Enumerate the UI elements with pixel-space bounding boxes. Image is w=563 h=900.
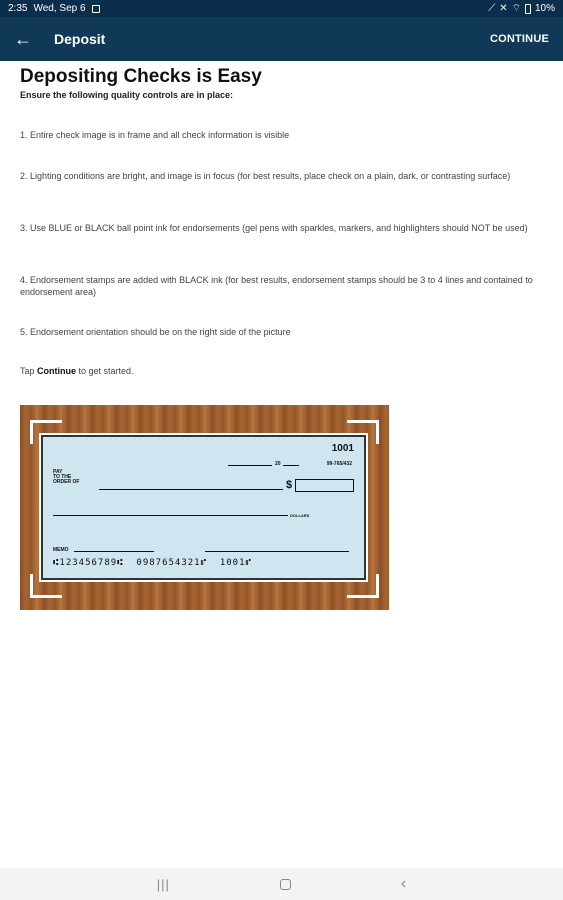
- battery-icon: [525, 4, 531, 14]
- wifi-icon: ⌔: [511, 3, 521, 14]
- tap-suffix: to get started.: [76, 366, 134, 376]
- dollars-label: DOLLARS: [290, 513, 310, 518]
- continue-button[interactable]: CONTINUE: [489, 33, 549, 45]
- check-illustration: [20, 405, 389, 610]
- check-routing-fraction: 99-765/432: [326, 461, 352, 467]
- home-icon[interactable]: [280, 879, 291, 890]
- check-number: 1001: [331, 443, 354, 454]
- instruction-item: 4. Endorsement stamps are added with BLACK ink (for best results, endorsement stamps should be 3 to 4 lines and contained to endorsement area): [20, 275, 533, 297]
- dollars-line: [53, 515, 288, 516]
- status-bar: [0, 0, 563, 17]
- tap-continue-text: [20, 366, 134, 376]
- date-label: 20: [275, 461, 281, 467]
- signature-line: [205, 551, 349, 552]
- wifi-off-icon: ⟋: [488, 3, 496, 14]
- amount-box: [295, 479, 354, 492]
- page-title: Deposit: [54, 31, 106, 47]
- pay-label-line-1: PAY: [53, 469, 63, 475]
- instruction-item: 3. Use BLUE or BLACK ball point ink for endorsements (gel pens with sparkles, markers, and highlighters should NOT be used): [20, 223, 528, 233]
- tap-continue-bold: Continue: [37, 366, 77, 376]
- pay-label: [53, 470, 79, 485]
- sample-check: [41, 435, 366, 580]
- back-arrow-icon[interactable]: ←: [14, 28, 32, 49]
- battery-percent: 10%: [534, 3, 555, 14]
- instructions-heading: Depositing Checks is Easy: [20, 66, 262, 87]
- micr-line: ⑆123456789⑆ 0987654321⑈ 1001⑈: [53, 558, 252, 568]
- date-line: [228, 465, 272, 466]
- instruction-item: 5. Endorsement orientation should be on the right side of the picture: [20, 327, 291, 337]
- pay-label-line-2: TO THE: [53, 474, 72, 480]
- app-bar: [0, 17, 563, 61]
- memo-label: MEMO: [53, 547, 69, 553]
- system-nav-bar: [0, 868, 563, 900]
- pay-label-line-3: ORDER OF: [53, 479, 80, 485]
- status-date: Wed, Sep 6: [33, 3, 86, 14]
- status-time: 2:35: [8, 3, 28, 14]
- mute-icon: ✕: [499, 3, 508, 14]
- instructions-subheading: Ensure the following quality controls are in place:: [20, 90, 234, 100]
- instruction-item: 2. Lighting conditions are bright, and image is in focus (for best results, place check on a plain, dark, or contrasting surface): [20, 171, 511, 181]
- payee-line: [99, 489, 283, 490]
- date-line-end: [283, 465, 299, 466]
- tap-prefix: Tap: [20, 366, 38, 376]
- recents-icon[interactable]: |||: [156, 876, 170, 892]
- dollar-sign: $: [286, 479, 293, 491]
- back-nav-icon[interactable]: ‹: [400, 875, 407, 892]
- instructions: [20, 66, 540, 376]
- notification-icon: [92, 5, 100, 13]
- instruction-item: 1. Entire check image is in frame and all check information is visible: [20, 130, 290, 140]
- memo-line: [74, 551, 154, 552]
